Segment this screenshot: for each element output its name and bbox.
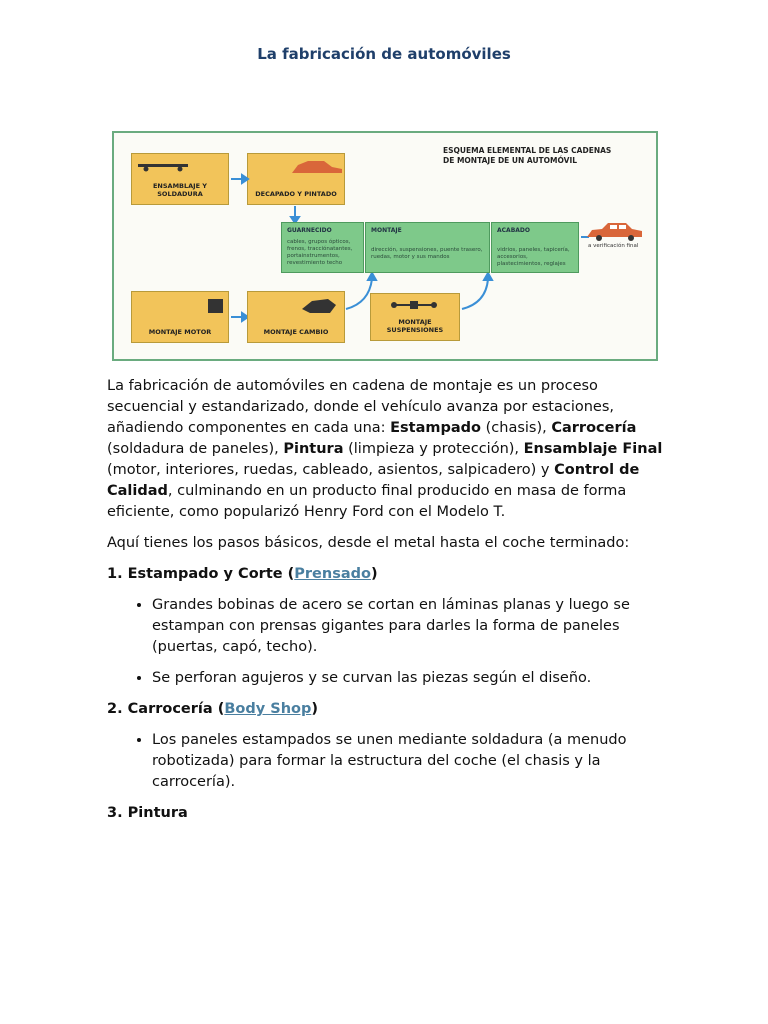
stage-acabado: ACABADO vidrios, paneles, tapicería, accesorios, plastecimientos, reglajes xyxy=(491,222,579,273)
step-heading-3: 3. Pintura xyxy=(107,805,188,821)
intro-paragraph: La fabricación de automóviles en cadena de montaje es un proceso secuencial y estandarizado, donde el vehículo avanza por estaciones, añadiendo componentes en cada una: Estampado (chasis), Carrocería (soldadura de paneles), Pintura (limpieza y protección), Ensamblaje Final (motor, interiores, ruedas, cableado, asientos, salpicadero) y Control de Calidad, culminando en un producto final producido en masa de forma eficiente, como popularizó Henry Ford con el Modelo T. xyxy=(107,378,663,520)
finished-car-icon xyxy=(584,219,646,245)
final-note: a verificación final xyxy=(588,243,639,249)
article-body xyxy=(107,376,667,834)
stage-montaje: MONTAJE dirección, suspensiones, puente trasero, ruedas, motor y sus mandos xyxy=(365,222,490,273)
gearbox-icon xyxy=(300,295,340,317)
engine-icon xyxy=(206,296,226,316)
box-cambio: MONTAJE CAMBIO xyxy=(247,291,345,343)
page-title: La fabricación de automóviles xyxy=(257,45,511,63)
chassis-icon xyxy=(136,158,196,172)
diagram-title: ESQUEMA ELEMENTAL DE LAS CADENAS DE MONTAJE DE UN AUTOMÓVIL xyxy=(443,146,612,165)
list-item: • Los paneles estampados se unen mediante soldadura (a menudo robotizada) para formar la estructura del coche (el chasis y la carrocería). xyxy=(152,730,667,793)
assembly-line-diagram xyxy=(112,131,658,361)
box-decapado: DECAPADO Y PINTADO xyxy=(247,153,345,205)
suspension-icon xyxy=(386,298,446,312)
box-motor: MONTAJE MOTOR xyxy=(131,291,229,343)
step-1-list xyxy=(107,595,667,689)
step-heading-1: 1. Estampado y Corte (Prensado) xyxy=(107,566,378,582)
step-heading-2: 2. Carrocería (Body Shop) xyxy=(107,701,318,717)
link-prensado[interactable]: Prensado xyxy=(294,566,371,582)
link-body-shop[interactable]: Body Shop xyxy=(224,701,312,717)
step-2-list xyxy=(107,730,667,793)
box-suspensiones: MONTAJE SUSPENSIONES xyxy=(370,293,460,341)
car-body-icon xyxy=(288,157,348,177)
steps-intro: Aquí tienes los pasos básicos, desde el metal hasta el coche terminado: xyxy=(107,535,630,551)
list-item: • Grandes bobinas de acero se cortan en láminas planas y luego se estampan con prensas gigantes para darles la forma de paneles (puertas, capó, techo). xyxy=(152,595,667,658)
stage-guarnecido: GUARNECIDO cables, grupos ópticos, frenos, tracciónatantes, portainstrumentos, revestimiento techo xyxy=(281,222,364,273)
list-item: • Se perforan agujeros y se curvan las piezas según el diseño. xyxy=(152,668,667,689)
box-ensamblaje: ENSAMBLAJE Y SOLDADURA xyxy=(131,153,229,205)
